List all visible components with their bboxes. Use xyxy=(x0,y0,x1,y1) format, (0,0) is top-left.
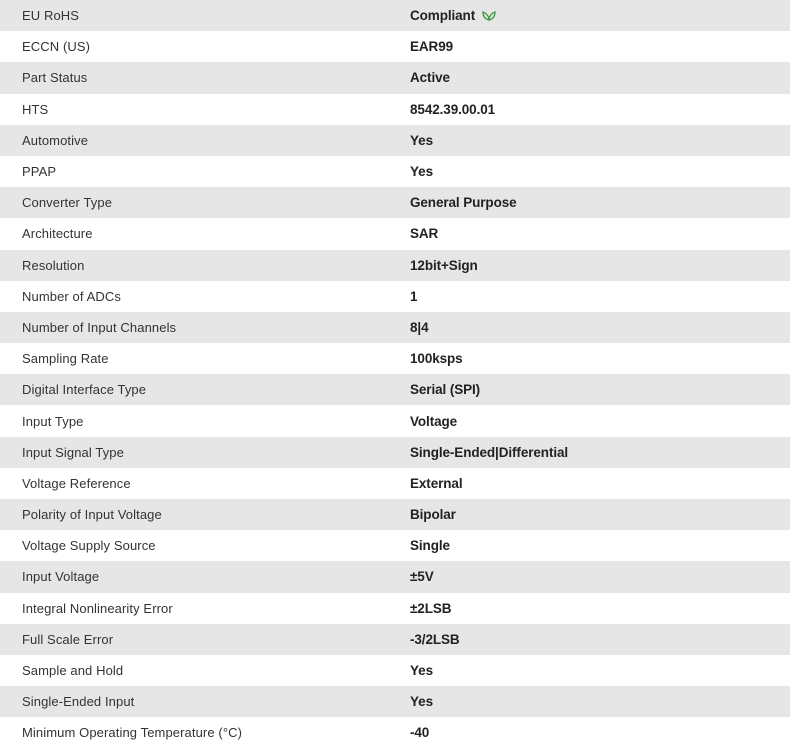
spec-value-cell xyxy=(410,0,790,31)
spec-value: 12bit+Sign xyxy=(410,257,478,273)
spec-label: Input Type xyxy=(22,413,84,429)
leaf-icon xyxy=(482,9,496,21)
spec-value: Yes xyxy=(410,164,433,180)
spec-row-input-channels xyxy=(0,312,790,343)
spec-value: Active xyxy=(410,70,450,86)
spec-row-architecture xyxy=(0,218,790,249)
spec-label: Voltage Reference xyxy=(22,475,131,491)
spec-label: EU RoHS xyxy=(22,8,80,24)
spec-value: General Purpose xyxy=(410,195,517,211)
spec-label: Digital Interface Type xyxy=(22,382,147,398)
spec-label: PPAP xyxy=(22,164,57,180)
spec-value: Single-Ended|Differential xyxy=(410,444,569,460)
spec-row-sample-and-hold xyxy=(0,655,790,686)
spec-row-input-signal-type xyxy=(0,437,790,468)
spec-row-sampling-rate xyxy=(0,343,790,374)
spec-row-part-status xyxy=(0,62,790,93)
spec-label: Voltage Supply Source xyxy=(22,538,156,554)
spec-row-single-ended-input xyxy=(0,686,790,717)
spec-value: EAR99 xyxy=(410,39,454,55)
spec-label: Part Status xyxy=(22,70,88,86)
spec-label: Sampling Rate xyxy=(22,351,109,367)
spec-label: Resolution xyxy=(22,257,85,273)
spec-value: Single xyxy=(410,538,450,554)
spec-label: Polarity of Input Voltage xyxy=(22,507,162,523)
spec-row-automotive xyxy=(0,125,790,156)
spec-value: -40 xyxy=(410,725,430,741)
spec-value: Yes xyxy=(410,694,433,710)
spec-value: Bipolar xyxy=(410,507,456,523)
spec-label: Single-Ended Input xyxy=(22,694,135,710)
spec-row-eu-rohs xyxy=(0,0,790,31)
spec-label: ECCN (US) xyxy=(22,39,91,55)
spec-label: Input Voltage xyxy=(22,569,100,585)
spec-row-number-of-adcs xyxy=(0,281,790,312)
spec-value: -3/2LSB xyxy=(410,631,460,647)
spec-label: Input Signal Type xyxy=(22,444,124,460)
spec-label: Automotive xyxy=(22,132,89,148)
spec-label: Architecture xyxy=(22,226,93,242)
spec-row-inl-error xyxy=(0,593,790,624)
spec-label: Sample and Hold xyxy=(22,663,124,679)
spec-label: Full Scale Error xyxy=(22,631,114,647)
spec-label: HTS xyxy=(22,101,49,117)
spec-row-resolution xyxy=(0,250,790,281)
spec-row-input-voltage xyxy=(0,561,790,592)
spec-value: Yes xyxy=(410,132,433,148)
spec-label: Integral Nonlinearity Error xyxy=(22,600,173,616)
spec-value: Serial (SPI) xyxy=(410,382,481,398)
spec-label: Number of ADCs xyxy=(22,288,121,304)
spec-row-hts xyxy=(0,94,790,125)
spec-label: Number of Input Channels xyxy=(22,319,177,335)
spec-value: 1 xyxy=(410,288,418,304)
spec-value: ±5V xyxy=(410,569,434,585)
spec-value: SAR xyxy=(410,226,439,242)
spec-row-voltage-reference xyxy=(0,468,790,499)
spec-row-input-polarity xyxy=(0,499,790,530)
spec-value: 8542.39.00.01 xyxy=(410,101,496,117)
spec-value: Yes xyxy=(410,663,433,679)
spec-value: Compliant xyxy=(410,8,476,24)
spec-row-full-scale-error xyxy=(0,624,790,655)
spec-label: Converter Type xyxy=(22,195,113,211)
spec-row-converter-type xyxy=(0,187,790,218)
spec-row-input-type xyxy=(0,405,790,436)
spec-label: Minimum Operating Temperature (°C) xyxy=(22,725,243,741)
spec-value: ±2LSB xyxy=(410,600,452,616)
spec-value: 8|4 xyxy=(410,319,429,335)
spec-row-eccn xyxy=(0,31,790,62)
spec-value: External xyxy=(410,475,463,491)
spec-row-ppap xyxy=(0,156,790,187)
spec-value: Voltage xyxy=(410,413,458,429)
spec-row-min-operating-temp xyxy=(0,717,790,748)
spec-value: 100ksps xyxy=(410,351,463,367)
spec-row-digital-interface xyxy=(0,374,790,405)
spec-row-supply-source xyxy=(0,530,790,561)
